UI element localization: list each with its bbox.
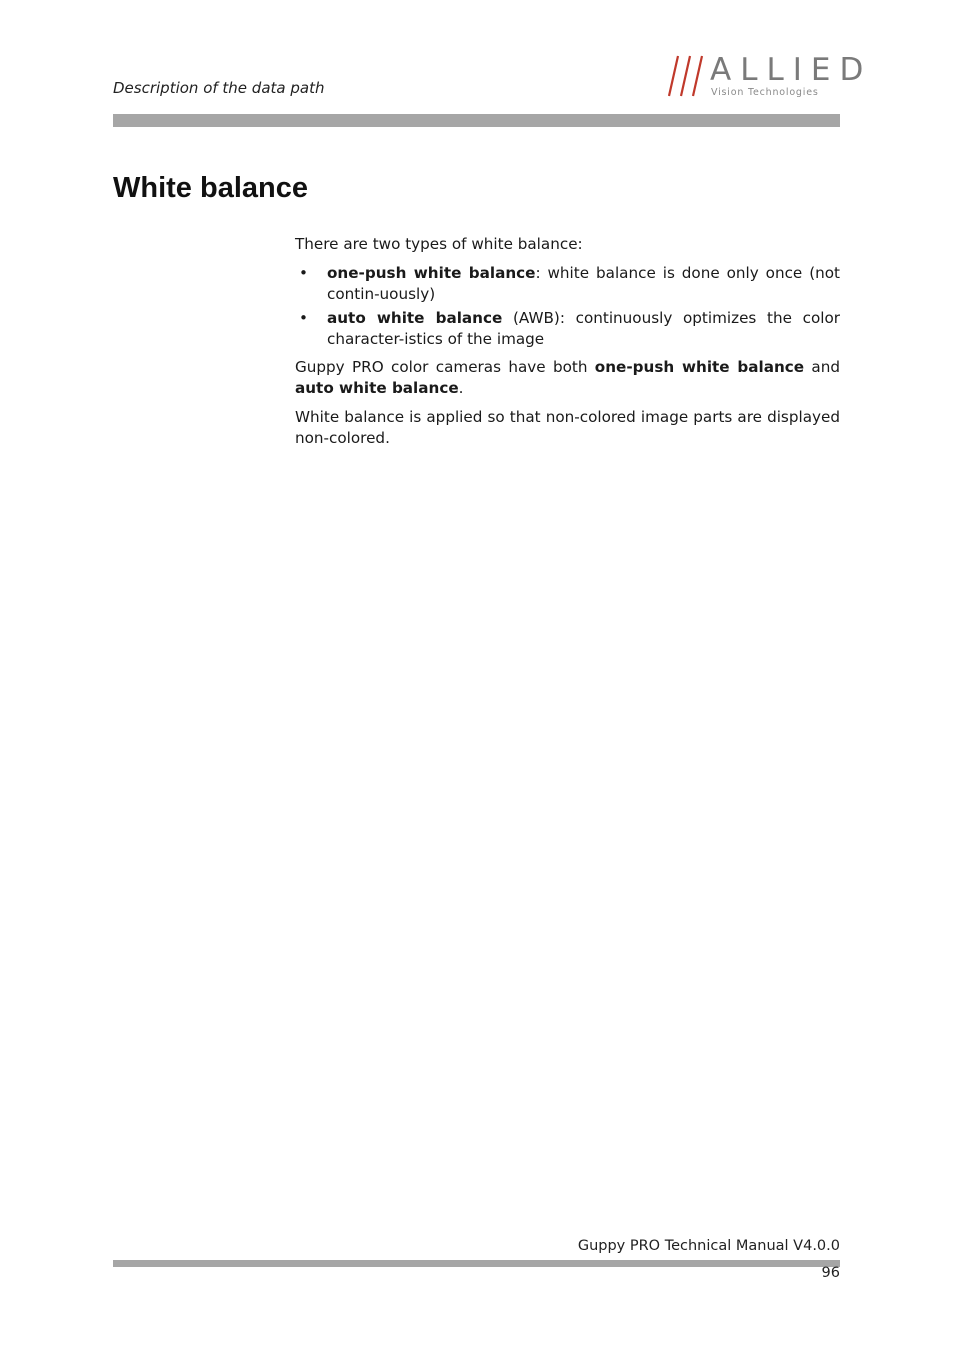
logo-wordmark: ALLIED	[710, 52, 873, 88]
term-one-push-description: : white balance is done only once (not contin-uously)	[327, 264, 840, 303]
bullet-icon: •	[299, 264, 308, 282]
header-divider	[113, 114, 840, 127]
text-run: Guppy PRO color cameras have both	[295, 358, 595, 376]
footer-divider	[113, 1260, 840, 1267]
footer-manual-title: Guppy PRO Technical Manual V4.0.0	[577, 1238, 840, 1254]
term-auto: auto white balance	[327, 309, 503, 327]
white-balance-types-list	[295, 263, 840, 350]
slashes-logo-icon	[668, 54, 708, 98]
body-content	[295, 234, 840, 457]
explanation-paragraph: White balance is applied so that non-colored image parts are displayed non-colored.	[295, 408, 840, 447]
running-header: Description of the data path	[113, 79, 325, 97]
term-auto-description: (AWB): continuously optimizes the color character-istics of the image	[327, 309, 840, 348]
text-run: and	[804, 358, 840, 376]
page-title: White balance	[113, 172, 308, 204]
page-number: 96	[821, 1265, 840, 1281]
text-run: .	[458, 379, 464, 397]
term-one-push: one-push white balance	[327, 264, 536, 282]
bold-run: one-push white balance	[594, 358, 805, 376]
allied-logo	[668, 52, 873, 100]
camera-support-paragraph	[295, 357, 840, 399]
bold-run: auto white balance	[295, 379, 459, 397]
list-item	[295, 263, 840, 305]
intro-paragraph: There are two types of white balance:	[295, 235, 583, 253]
logo-subtitle: Vision Technologies	[711, 87, 819, 98]
bullet-icon: •	[299, 309, 308, 327]
list-item	[295, 308, 840, 350]
